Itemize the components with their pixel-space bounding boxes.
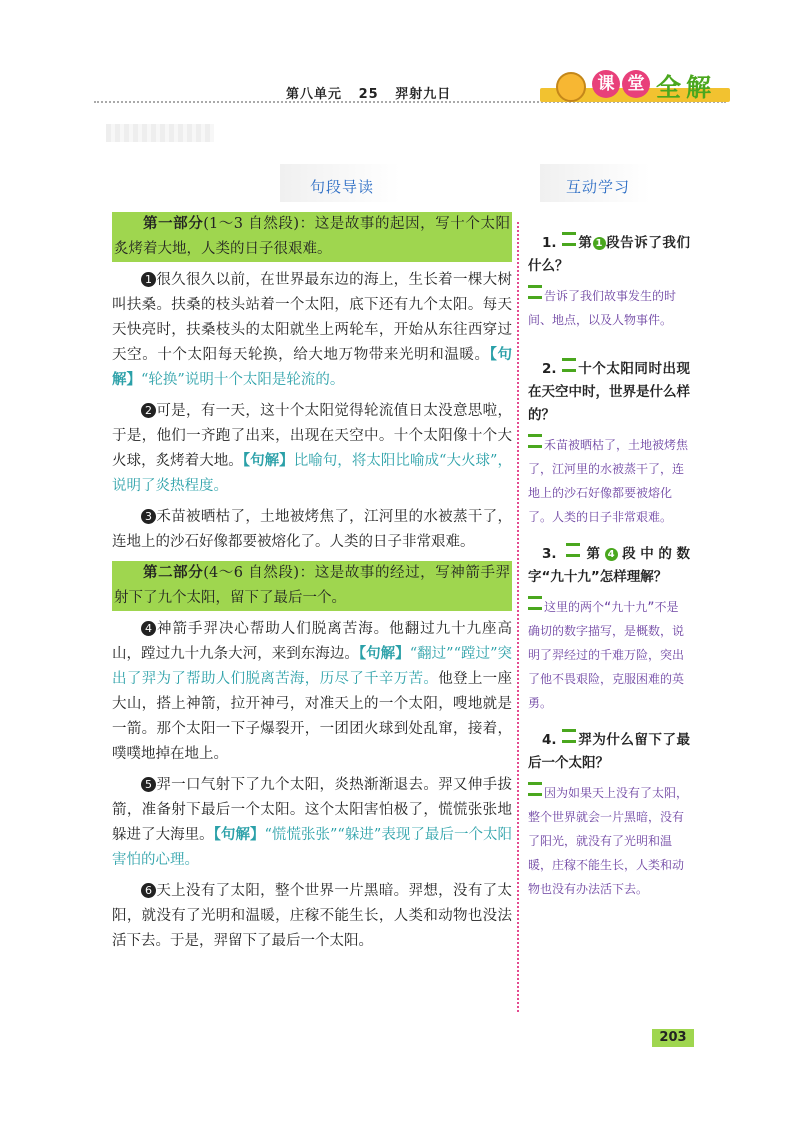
note-text: “慌慌张张”“躲进”表现了最后一个太阳害怕的心理。	[112, 827, 513, 868]
question-number: 2.	[542, 361, 557, 377]
answer-text: 这里的两个“九十九”不是确切的数字描写，是概数，说明了羿经过的千难万险，突出了他不畏艰险，克服困难的英勇。	[528, 600, 685, 710]
paragraph-1	[112, 268, 512, 393]
question-3	[528, 543, 690, 589]
question-2	[528, 358, 690, 427]
faded-decoration	[106, 124, 214, 142]
answer-4	[528, 781, 690, 901]
section-title-interactive: 互动学习	[566, 178, 631, 196]
paragraph-number: 6	[141, 883, 156, 898]
logo-char-1: 课	[592, 70, 620, 98]
note-label: 【句解】	[112, 347, 513, 388]
answer-1	[528, 284, 690, 332]
paragraph-text: 很久很久以前，在世界最东边的海上，生长着一棵大树叫扶桑。扶桑的枝头站着一个太阳，底下还有九个太阳。每天天快亮时，扶桑枝头的太阳就坐上两轮车，开始从东往西穿过天空。十个太阳每天轮换，给大地万物带来光明和温暖。	[112, 272, 512, 363]
reading-column	[112, 212, 512, 954]
marker-icon	[562, 729, 576, 743]
paragraph-2	[112, 399, 512, 499]
lesson-title: 羿射九日	[395, 87, 452, 102]
paragraph-number: 2	[141, 403, 156, 418]
brand-logo	[540, 70, 730, 104]
question-text: 十个太阳同时出现在天空中时，世界是什么样的？	[528, 361, 691, 423]
note-text: “轮换”说明十个太阳是轮流的。	[141, 372, 345, 388]
unit-label: 第八单元	[286, 87, 343, 102]
part2-summary	[112, 561, 512, 611]
paragraph-5	[112, 773, 512, 873]
part2-text: (4～6 自然段)：这是故事的经过，写神箭手羿射下了九个太阳，留下了最后一个。	[114, 565, 511, 606]
paragraph-text: 天上没有了太阳，整个世界一片黑暗。羿想，没有了太阳，就没有了光明和温暖，庄稼不能生长，人类和动物也没法活下去。于是，羿留下了最后一个太阳。	[112, 883, 512, 949]
note-label: 【句解】	[358, 646, 410, 662]
paragraph-number: 4	[141, 621, 156, 636]
note-label: 【句解】	[213, 827, 265, 843]
question-number: 1.	[542, 235, 557, 251]
note-text: 比喻句，将太阳比喻成“大火球”，说明了炎热程度。	[112, 453, 513, 494]
paragraph-text: 羿一口气射下了九个太阳，炎热渐渐退去。羿又伸手拔箭，准备射下最后一个太阳。这个太阳害怕极了，慌慌张张地躲进了大海里。	[112, 777, 512, 843]
paragraph-text: 他登上一座大山，搭上神箭，拉开神弓，对准天上的一个太阳，嗖地就是一箭。那个太阳一下子爆裂开，一团团火球到处乱窜，接着，噗噗地掉在地上。	[112, 671, 513, 762]
marker-icon	[562, 358, 576, 372]
part1-label: 第一部分	[143, 216, 204, 232]
note-text: “翻过”“蹚过”突出了羿为了帮助人们脱离苦海，历尽了千辛万苦。	[112, 646, 513, 687]
paragraph-number: 3	[141, 509, 156, 524]
note-label: 【句解】	[242, 453, 294, 469]
marker-icon	[566, 543, 580, 557]
question-text: 第	[577, 235, 593, 251]
paragraph-number: 4	[605, 548, 618, 561]
answer-2	[528, 433, 690, 529]
question-number: 3.	[542, 546, 557, 562]
logo-char-2: 堂	[622, 70, 650, 98]
running-header	[286, 83, 451, 102]
marker-icon	[528, 596, 542, 610]
paragraph-text: 禾苗被晒枯了，土地被烤焦了，江河里的水被蒸干了，连地上的沙石好像都要被熔化了。人类的日子非常艰难。	[112, 509, 512, 550]
question-text: 段告诉了我们什么？	[528, 235, 691, 274]
part2-label: 第二部分	[143, 565, 204, 581]
logo-char-3: 全	[656, 73, 682, 102]
answer-3	[528, 595, 690, 715]
lesson-number: 25	[358, 87, 379, 102]
question-1	[528, 232, 690, 278]
logo-char-4: 解	[686, 73, 712, 102]
paragraph-text: 神箭手羿决心帮助人们脱离苦海。他翻过九十九座高山，蹚过九十九条大河，来到东海边。	[112, 621, 512, 662]
part1-summary	[112, 212, 512, 262]
paragraph-number: 1	[141, 272, 156, 287]
paragraph-number: 5	[141, 777, 156, 792]
paragraph-number: 1	[593, 237, 606, 250]
answer-text: 禾苗被晒枯了，土地被烤焦了，江河里的水被蒸干了，连地上的沙石好像都要被熔化了。人类的日子非常艰难。	[528, 438, 689, 524]
marker-icon	[528, 434, 542, 448]
paragraph-6	[112, 879, 512, 954]
answer-text: 告诉了我们故事发生的时间、地点，以及人物事件。	[528, 289, 677, 327]
column-divider	[517, 222, 519, 1012]
marker-icon	[528, 782, 542, 796]
marker-icon	[528, 285, 542, 299]
question-number: 4.	[542, 732, 557, 748]
question-text: 第	[581, 546, 605, 562]
paragraph-text: 可是，有一天，这十个太阳觉得轮流值日太没意思啦，于是，他们一齐跑了出来，出现在天空中。十个太阳像十个大火球，炙烤着大地。	[112, 403, 512, 469]
bear-mascot-icon	[556, 72, 586, 102]
question-text: 羿为什么留下了最后一个太阳？	[528, 732, 691, 771]
question-text: 段中的数字“九十九”怎样理解？	[528, 546, 690, 585]
paragraph-3	[112, 505, 512, 555]
answer-text: 因为如果天上没有了太阳，整个世界就会一片黑暗，没有了阳光，就没有了光明和温暖，庄稼不能生长，人类和动物也没有办法活下去。	[528, 786, 689, 896]
interactive-column	[528, 232, 690, 901]
section-title-reading: 句段导读	[310, 178, 375, 196]
page-number: 203	[652, 1029, 694, 1047]
paragraph-4	[112, 617, 512, 767]
marker-icon	[562, 232, 576, 246]
question-4	[528, 729, 690, 775]
part1-text: (1～3 自然段)：这是故事的起因，写十个太阳炙烤着大地，人类的日子很艰难。	[114, 216, 511, 257]
